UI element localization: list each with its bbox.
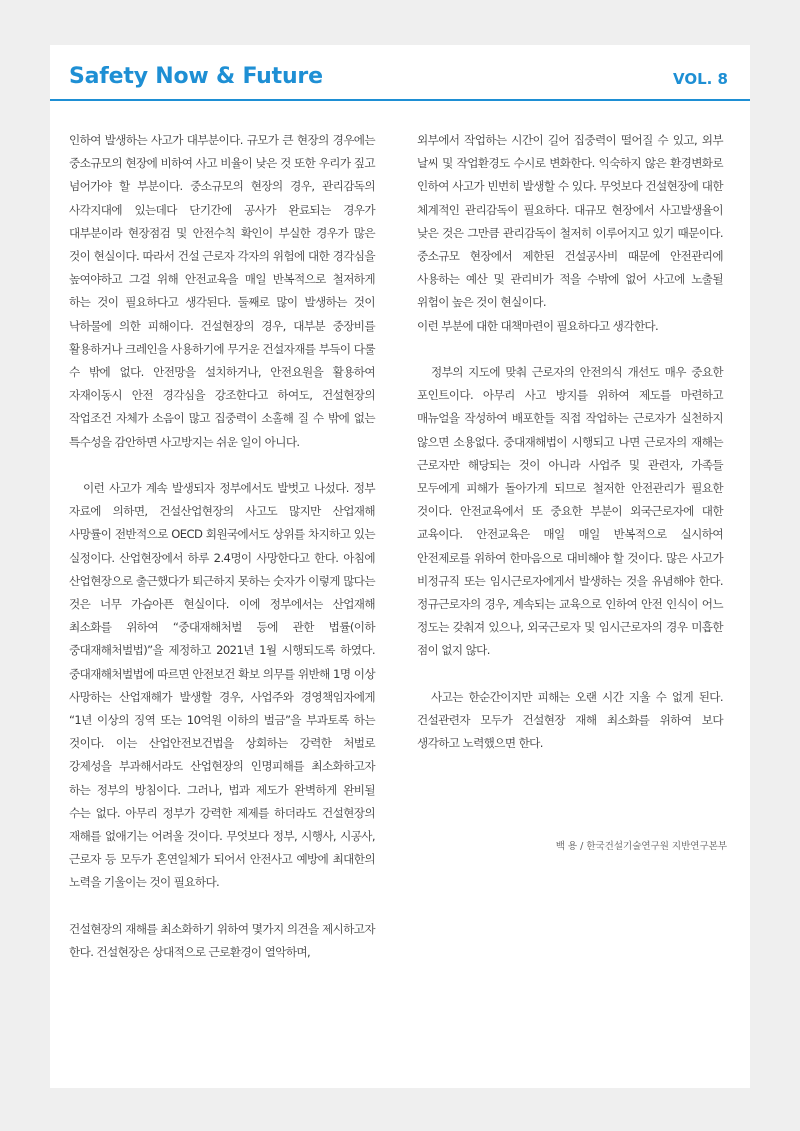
left-column (69, 129, 375, 964)
author-byline: 백 용 / 한국건설기술연구원 지반연구본부 (555, 841, 727, 852)
paragraph: 외부에서 작업하는 시간이 길어 집중력이 떨어질 수 있고, 외부 날씨 및 작업환경도 수시로 변화한다. 익숙하지 않은 환경변화로 인하여 사고가 빈번히 발생할 수 있다. 무엇보다 건설현장에 대한 체계적인 관리감독이 필요하다. 대규모 현장에서 사고발생율이 낮은 것은 그만큼 관리감독이 철저히 이루어지고 있기 때문이다. 중소규모 현장에서 제한된 건설공사비 때문에 안전관리에 사용하는 예산 및 관리비가 적을 수밖에 없어 사고에 노출될 위험이 높은 것이 현실이다. (417, 133, 723, 310)
paragraph: 정부의 지도에 맞춰 근로자의 안전의식 개선도 매우 중요한 포인트이다. 아무리 사고 방지를 위하여 제도를 마련하고 매뉴얼을 작성하여 배포한들 직접 작업하는 근로자가 실천하지 않으면 소용없다. 중대재해법이 시행되고 나면 근로자의 재해는 근로자만 해당되는 것이 아니라 사업주 및 관련자, 가족들 모두에게 피해가 돌아가게 되므로 철저한 안전관리가 필요한 것이다. 안전교육에서 또 중요한 부분이 외국근로자에 대한 교육이다. 안전교육은 매일 매일 반복적으로 실시하여 안전제로를 위하여 한마음으로 대비해야 할 것이다. 많은 사고가 비정규직 또는 임시근로자에게서 발생하는 것을 유념해야 한다. 정규근로자의 경우, 계속되는 교육으로 인하여 안전 인식이 어느 정도는 갖춰져 있으나, 외국근로자 및 임시근로자의 경우 미흡한 점이 없지 않다. (417, 365, 723, 658)
magazine-title: Safety Now & Future (69, 64, 323, 89)
paragraph: 건설현장의 재해를 최소화하기 위하여 몇가지 의견을 제시하고자 한다. 건설현장은 상대적으로 근로환경이 열악하며, (69, 921, 375, 960)
page-sheet (50, 45, 750, 1088)
volume-number: VOL. 8 (672, 70, 728, 88)
paragraph: 이런 부분에 대한 대책마련이 필요하다고 생각한다. (417, 318, 659, 333)
right-column (417, 129, 723, 755)
paragraph: 이런 사고가 계속 발생되자 정부에서도 발벗고 나섰다. 정부 자료에 의하면, 건설산업현장의 사고도 많지만 산업재해 사망률이 전반적으로 OECD 회원국에서도 상위를 차지하고 있는 실정이다. 산업현장에서 하루 2.4명이 사망한다고 한다. 아침에 산업현장으로 출근했다가 퇴근하지 못하는 숫자가 이렇게 많다는 것은 너무 가슴아픈 현실이다. 이에 정부에서는 산업재해 최소화를 위하여 “중대재해처벌 등에 관한 법률(이하 중대재해처벌법)”을 제정하고 2021년 1월 시행되도록 하였다. 중대재해처벌법에 따르면 안전보건 확보 의무를 위반해 1명 이상 사망하는 산업재해가 발생할 경우, 사업주와 경영책임자에게 “1년 이상의 징역 또는 10억원 이하의 벌금”을 부과토록 하는 것이다. 이는 산업안전보건법을 상회하는 강력한 처벌로 강제성을 부과해서라도 산업현장의 인명피해를 최소화하고자 하는 정부의 방침이다. 그러나, 법과 제도가 완벽하게 완비될 수는 없다. 아무리 정부가 강력한 제제를 하더라도 건설현장의 재해를 없애기는 어려울 것이다. 무엇보다 정부, 시행사, 시공사, 근로자 등 모두가 혼연일체가 되어서 안전사고 예방에 최대한의 노력을 기울이는 것이 필요하다. (69, 481, 375, 890)
paragraph: 인하여 발생하는 사고가 대부분이다. 규모가 큰 현장의 경우에는 중소규모의 현장에 비하여 사고 비율이 낮은 것 또한 우리가 짚고 넘어가야 할 부분이다. 중소규모의 현장의 경우, 관리감독의 사각지대에 있는데다 단기간에 공사가 완료되는 경우가 대부분이라 현장점검 및 안전수칙 확인이 부실한 경우가 많은 것이 현실이다. 따라서 건설 근로자 각자의 위험에 대한 경각심을 높여야하고 그걸 위해 안전교육을 매일 반복적으로 철저하게 하는 것이 필요하다고 생각된다. 둘째로 많이 발생하는 것이 낙하물에 의한 피해이다. 건설현장의 경우, 대부분 중장비를 활용하거나 크레인을 사용하기에 무거운 건설자재를 부득이 다룰 수 밖에 없다. 안전망을 설치하거나, 안전요원을 활용하여 자재이동시 안전 경각심을 강조한다고 하여도, 건설현장의 작업조건 자체가 소음이 많고 집중력이 소홀해 질 수 밖에 없는 특수성을 감안하면 사고방지는 쉬운 일이 아니다. (69, 133, 375, 449)
paragraph: 사고는 한순간이지만 피해는 오랜 시간 지울 수 없게 된다. 건설관련자 모두가 건설현장 재해 최소화를 위하여 보다 생각하고 노력했으면 한다. (417, 689, 723, 751)
header-divider (50, 99, 750, 101)
